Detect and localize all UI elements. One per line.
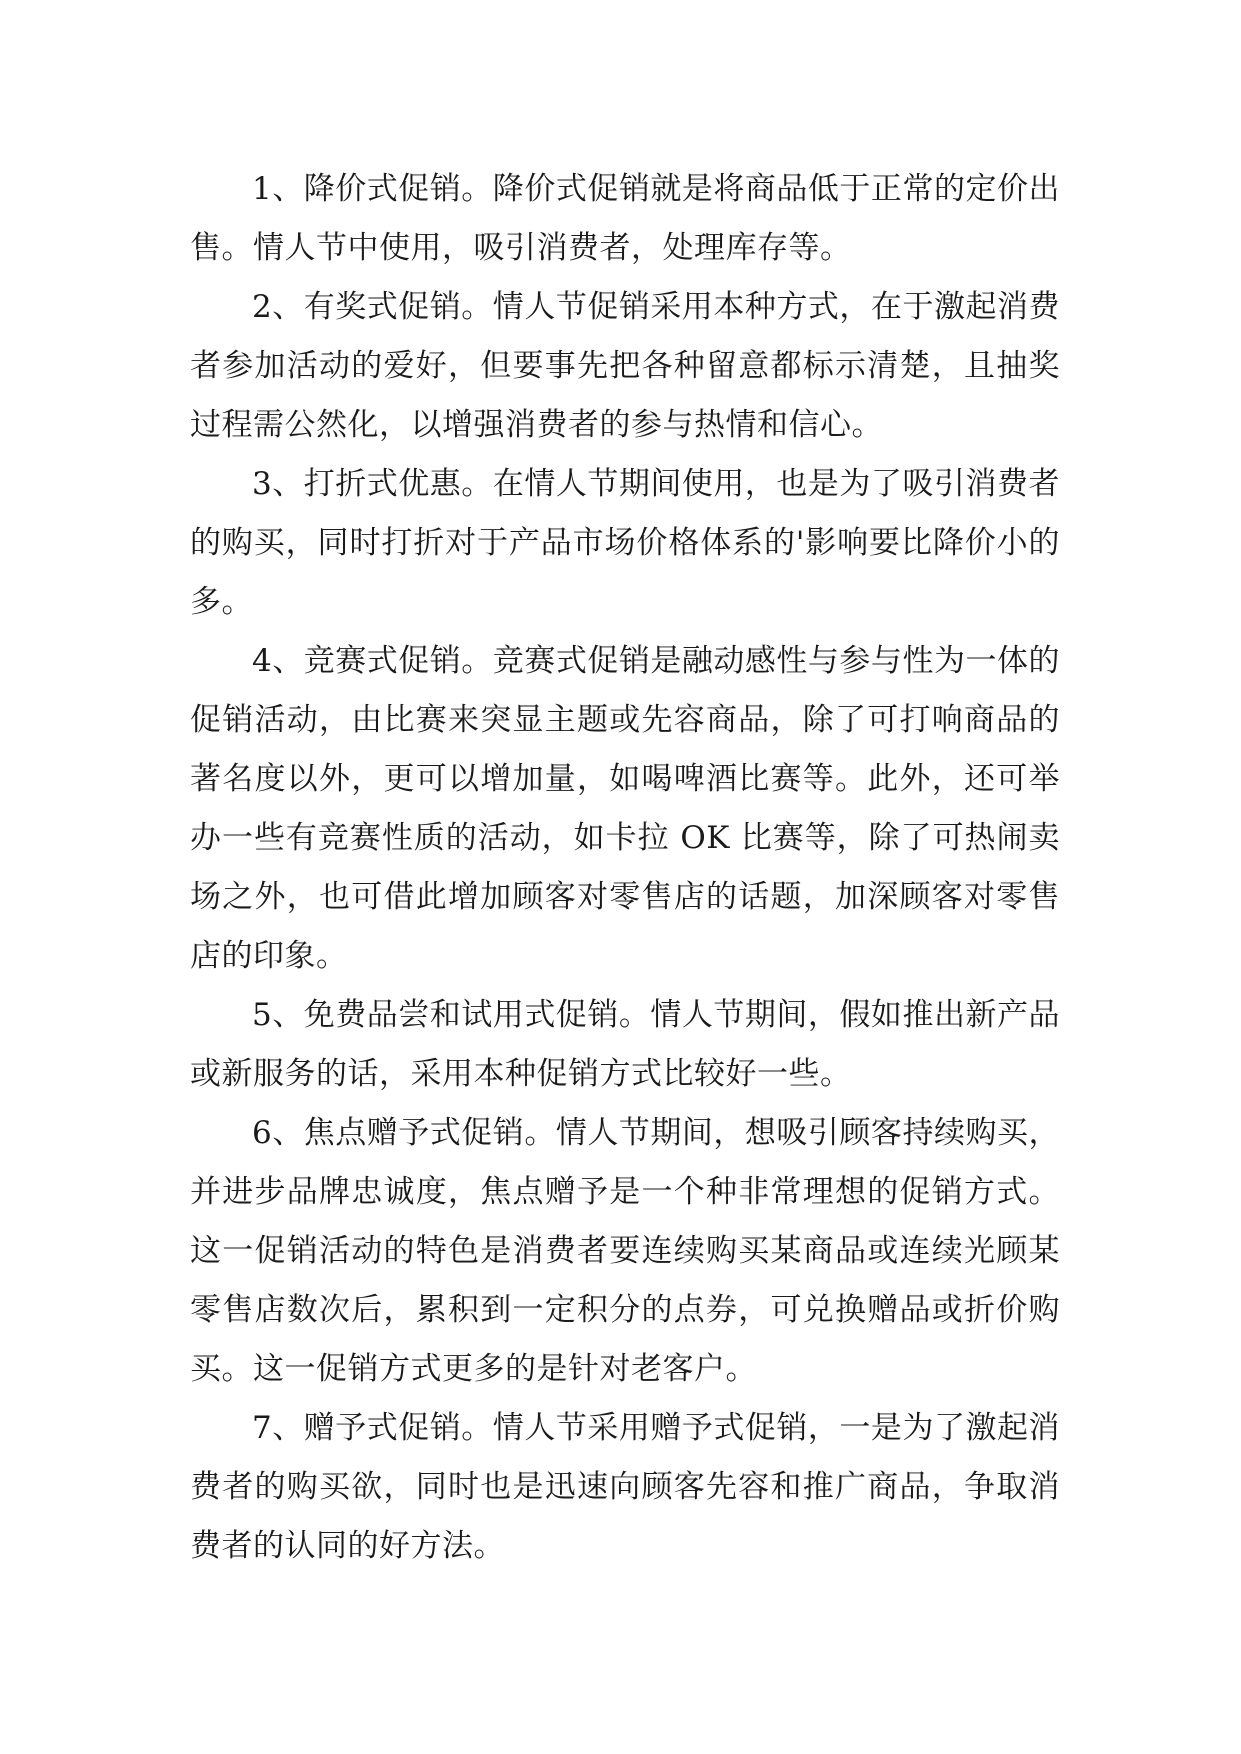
paragraph-2: 2、有奖式促销。情人节促销采用本种方式，在于激起消费者参加活动的爱好，但要事先把各种留意都标示清楚，且抽奖过程需公然化，以增强消费者的参与热情和信心。	[190, 289, 1060, 443]
paragraph-1: 1、降价式促销。降价式促销就是将商品低于正常的定价出售。情人节中使用，吸引消费者，处理库存等。	[190, 171, 1060, 266]
paragraph-7: 7、赠予式促销。情人节采用赠予式促销，一是为了激起消费者的购买欲，同时也是迅速向顾客先容和推广商品，争取消费者的认同的好方法。	[190, 1410, 1060, 1564]
document-body	[190, 160, 1060, 1576]
paragraph-6: 6、焦点赠予式促销。情人节期间，想吸引顾客持续购买，并进步品牌忠诚度，焦点赠予是一个种非常理想的促销方式。这一促销活动的特色是消费者要连续购买某商品或连续光顾某零售店数次后，累积到一定积分的点券，可兑换赠品或折价购买。这一促销方式更多的是针对老客户。	[190, 1115, 1060, 1387]
paragraph-5: 5、免费品尝和试用式促销。情人节期间，假如推出新产品或新服务的话，采用本种促销方式比较好一些。	[190, 997, 1060, 1092]
paragraph-4: 4、竞赛式促销。竞赛式促销是融动感性与参与性为一体的促销活动，由比赛来突显主题或先容商品，除了可打响商品的著名度以外，更可以增加量，如喝啤酒比赛等。此外，还可举办一些有竞赛性质的活动，如卡拉 OK 比赛等，除了可热闹卖场之外，也可借此增加顾客对零售店的话题，加深顾客对零售店的印象。	[190, 643, 1060, 974]
paragraph-3: 3、打折式优惠。在情人节期间使用，也是为了吸引消费者的购买，同时打折对于产品市场价格体系的'影响要比降价小的多。	[190, 466, 1060, 620]
